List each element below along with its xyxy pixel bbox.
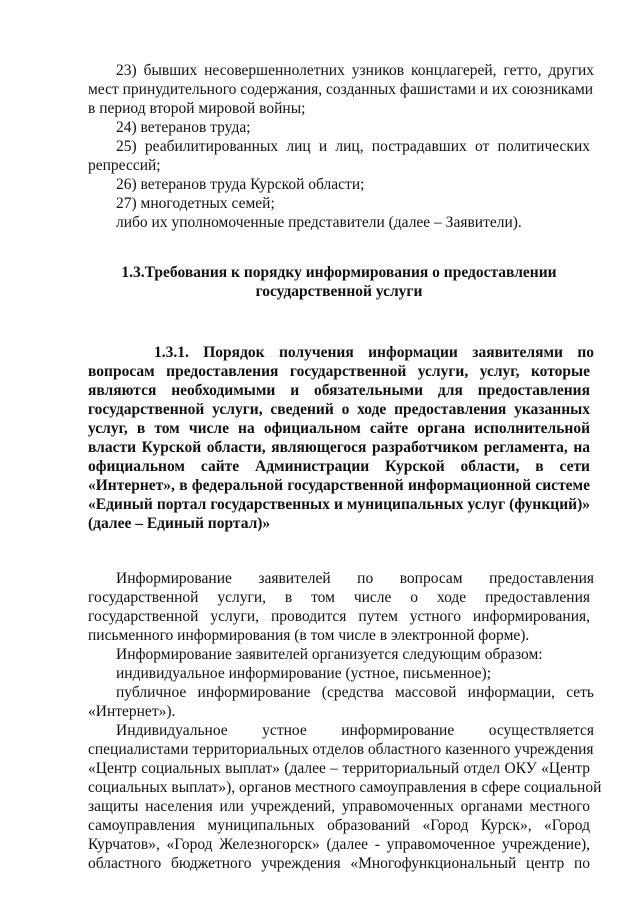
subsection-heading-line-6: власти Курской области, являющегося разработчиком регламента, на: [88, 439, 590, 456]
subsection-heading-line-1: 1.3.1. Порядок получения информации заявителями по: [154, 344, 594, 361]
list-item-27: 27) многодетных семей;: [116, 195, 275, 212]
list-item-23-line-3: в период второй мировой войны;: [88, 100, 306, 117]
body-line-11: «Центр социальных выплат» (далее – территориальный отдел ОКУ «Центр: [88, 760, 590, 777]
list-item-24: 24) ветеранов труда;: [116, 119, 251, 136]
body-line-8: «Интернет»).: [88, 703, 176, 720]
body-line-13: защиты населения или учреждений, управомоченных органами местного: [88, 798, 590, 815]
body-line-6: индивидуальное информирование (устное, письменное);: [116, 665, 491, 682]
body-line-9: Индивидуальное устное информирование осуществляется: [116, 722, 594, 739]
list-item-25-line-2: репрессий;: [88, 157, 161, 174]
subsection-heading-line-4: государственной услуги, сведений о ходе предоставления указанных: [88, 401, 590, 418]
subsection-heading-line-5: услуг, в том числе на официальном сайте органа исполнительной: [88, 420, 590, 437]
section-heading-line-1: 1.3.Требования к порядку информирования о предоставлении: [121, 264, 557, 281]
body-line-15: Курчатов», «Город Железногорск» (далее - управомоченное учреждение),: [88, 836, 590, 853]
subsection-heading-line-9: «Единый портал государственных и муниципальных услуг (функций)»: [88, 496, 590, 513]
list-item-23-line-1: 23) бывших несовершеннолетних узников концлагерей, гетто, других: [116, 62, 594, 79]
body-line-1: Информирование заявителей по вопросам предоставления: [116, 570, 594, 587]
subsection-heading-line-8: «Интернет», в федеральной государственной информационной системе: [88, 477, 590, 494]
body-line-7: публичное информирование (средства массовой информации, сеть: [116, 684, 594, 701]
list-item-26: 26) ветеранов труда Курской области;: [116, 176, 365, 193]
body-line-10: специалистами территориальных отделов областного казенного учреждения: [88, 741, 594, 758]
body-line-3: государственной услуги, проводится путем устного информирования,: [88, 608, 590, 625]
body-line-12: социальных выплат»), органов местного самоуправления в сфере социальной: [88, 779, 602, 796]
body-line-5: Информирование заявителей организуется следующим образом:: [116, 646, 543, 663]
section-heading-line-2: государственной услуги: [255, 283, 423, 300]
subsection-heading-line-10: (далее – Единый портал)»: [88, 515, 271, 532]
list-item-25-line-1: 25) реабилитированных лиц и лиц, пострадавших от политических: [116, 138, 590, 155]
subsection-heading-line-7: официальном сайте Администрации Курской области, в сети: [88, 458, 590, 475]
body-line-4: письменного информирования (в том числе в электронной форме).: [88, 627, 530, 644]
body-line-14: самоуправления муниципальных образований «Город Курск», «Город: [88, 817, 590, 834]
list-item-23-line-2: мест принудительного содержания, созданных фашистами и их союзниками: [88, 81, 594, 98]
body-line-2: государственной услуги, в том числе о ходе предоставления: [88, 589, 590, 606]
body-line-16: областного бюджетного учреждения «Многофункциональный центр по: [88, 855, 590, 872]
subsection-heading-line-3: являются необходимыми и обязательными для предоставления: [88, 382, 590, 399]
applicants-definition: либо их уполномоченные представители (далее – Заявители).: [116, 214, 522, 231]
subsection-heading-line-2: вопросам предоставления государственной услуги, услуг, которые: [88, 363, 590, 380]
